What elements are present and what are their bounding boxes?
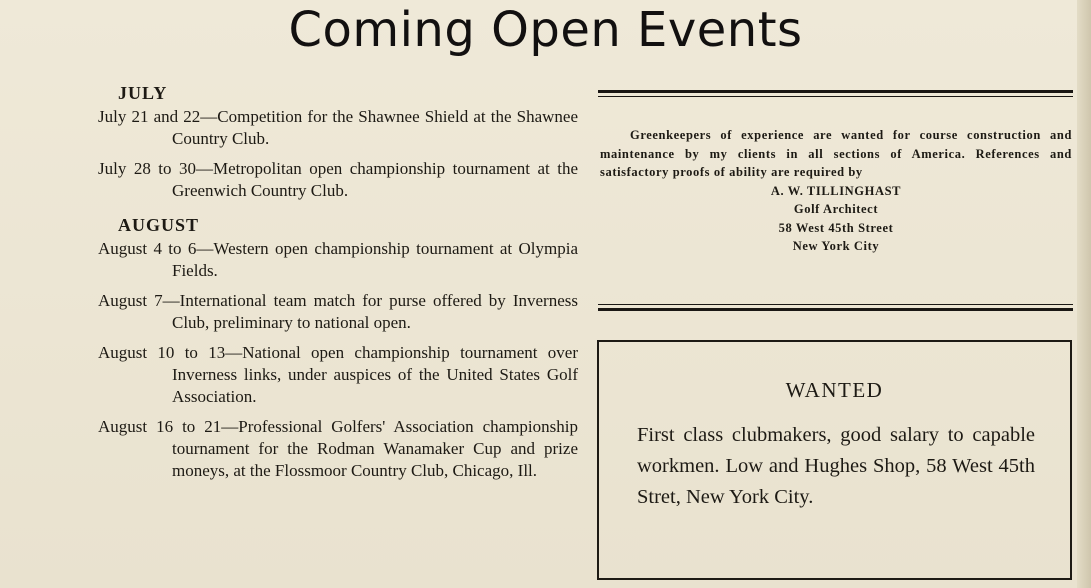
wanted-text: First class clubmakers, good salary to capable workmen. Low and Hughes Shop, 58 West 45th Stret, New York City. [637,424,1035,508]
top-divider-thin [598,96,1073,97]
top-divider [598,90,1073,93]
bottom-divider-thin [598,304,1073,305]
tillinghast-role: Golf Architect [793,202,879,216]
tillinghast-city: New York City [792,239,880,253]
event-item: August 4 to 6—Western open championship tournament at Olympia Fields. [98,239,578,280]
event-item: July 28 to 30—Metropolitan open championship tournament at the Greenwich Country Club. [98,159,578,200]
events-column [98,82,578,490]
event-item: August 10 to 13—National open championship tournament over Inverness links, under auspices of the United States Golf Association. [98,343,578,406]
event-item: August 7—International team match for purse offered by Inverness Club, preliminary to national open. [98,291,578,332]
month-heading-july: JULY [118,83,168,103]
page-title: Coming Open Events [288,2,803,58]
wanted-ad-box [597,340,1072,580]
tillinghast-ad [600,126,1072,256]
bottom-divider [598,308,1073,311]
tillinghast-ad-text: Greenkeepers of experience are wanted for course construction and maintenance by my clients in all sections of America. References and satisfactory proofs of ability are required by [600,128,1072,179]
page-edge [1077,0,1091,588]
event-item: August 16 to 21—Professional Golfers' Association championship tournament for the Rodman Wanamaker Cup and prize moneys, at the Flossmoor Country Club, Chicago, Ill. [98,417,578,480]
tillinghast-address: 58 West 45th Street [778,220,894,235]
wanted-heading: WANTED [785,378,884,402]
month-heading-august: AUGUST [118,215,200,235]
tillinghast-name: A. W. TILLINGHAST [770,183,902,198]
event-item: July 21 and 22—Competition for the Shawnee Shield at the Shawnee Country Club. [98,107,578,148]
